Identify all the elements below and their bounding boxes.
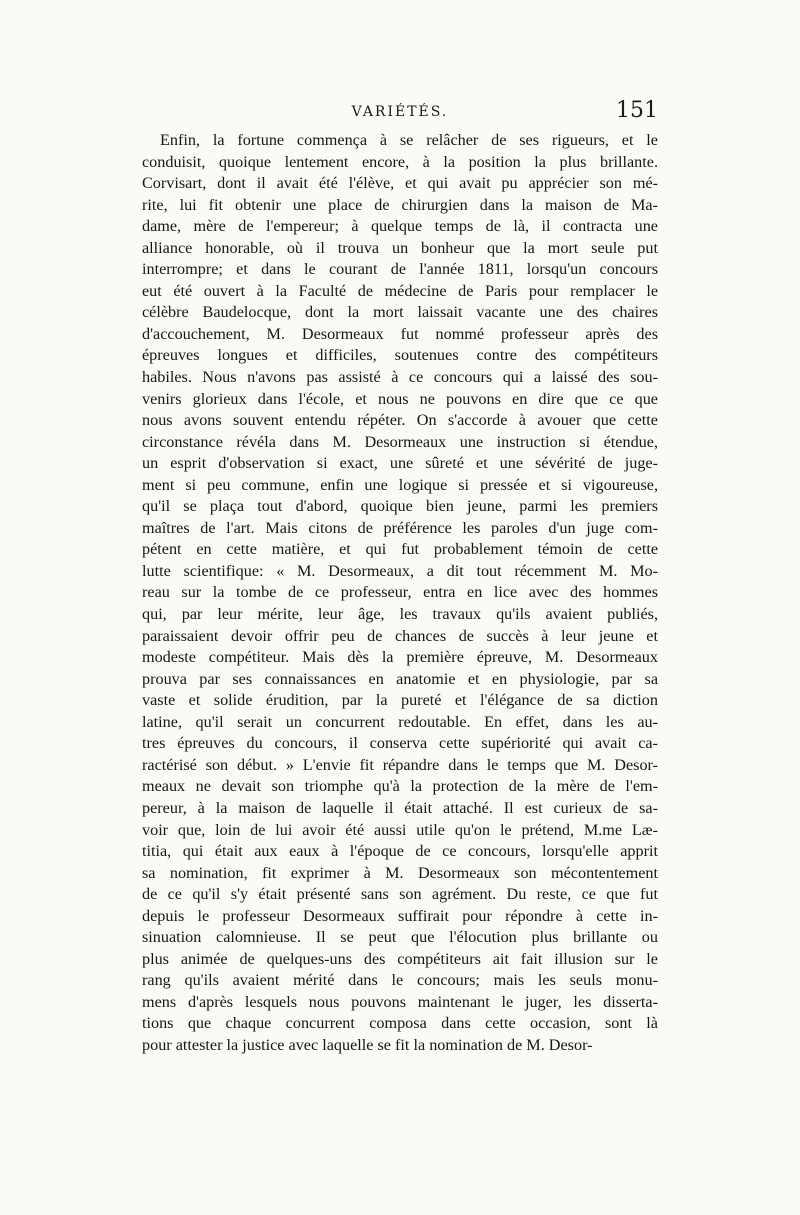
- text-line: alliance honorable, où il trouva un bonheur que la mort seule put: [142, 238, 658, 257]
- text-line: épreuves longues et difficiles, soutenues contre des compétiteurs: [142, 346, 658, 365]
- page-number: 151: [616, 98, 658, 123]
- text-line: pereur, à la maison de laquelle il était attaché. Il est curieux de sa-: [142, 798, 658, 817]
- text-line: lutte scientifique: « M. Desormeaux, a dit tout récemment M. Mo-: [142, 561, 658, 580]
- body-text: [142, 130, 658, 1057]
- text-line: de ce qu'il s'y était présenté sans son agrément. Du reste, ce que fut: [142, 885, 658, 904]
- page-header: [142, 100, 658, 130]
- text-line: sa nomination, fit exprimer à M. Desormeaux son mécontentement: [142, 863, 658, 882]
- text-line: eut été ouvert à la Faculté de médecine de Paris pour remplacer le: [142, 281, 658, 300]
- text-line: conduisit, quoique lentement encore, à la position la plus brillante.: [142, 152, 658, 171]
- text-line: tions que chaque concurrent composa dans cette occasion, sont là: [142, 1014, 658, 1033]
- text-line: rite, lui fit obtenir une place de chirurgien dans la maison de Ma-: [142, 195, 658, 214]
- text-line: tres épreuves du concours, il conserva cette supériorité qui avait ca-: [142, 734, 658, 753]
- text-line: mens d'après lesquels nous pouvons maintenant le juger, les disserta-: [142, 992, 658, 1011]
- text-line: voir que, loin de lui avoir été aussi utile qu'on le prétend, M.me Læ-: [142, 820, 658, 839]
- text-line: nous avons souvent entendu répéter. On s'accorde à avouer que cette: [142, 411, 658, 430]
- text-line: prouva par ses connaissances en anatomie et en physiologie, par sa: [142, 669, 658, 688]
- text-line: vaste et solide érudition, par la pureté et l'élégance de sa diction: [142, 691, 658, 710]
- text-line: venirs glorieux dans l'école, et nous ne pouvons en dire que ce que: [142, 389, 658, 408]
- text-line: maîtres de l'art. Mais citons de préférence les paroles d'un juge com-: [142, 518, 658, 537]
- text-line: Corvisart, dont il avait été l'élève, et qui avait pu apprécier son mé-: [142, 174, 658, 193]
- text-line: un esprit d'observation si exact, une sûreté et une sévérité de juge-: [142, 454, 658, 473]
- text-line: plus animée de quelques-uns des compétiteurs ait fait illusion sur le: [142, 949, 658, 968]
- text-line: reau sur la tombe de ce professeur, entra en lice avec des hommes: [142, 583, 658, 602]
- text-line: titia, qui était aux eaux à l'époque de ce concours, lorsqu'elle apprit: [142, 842, 658, 861]
- text-line: rang qu'ils avaient mérité dans le concours; mais les seuls monu-: [142, 971, 658, 990]
- text-line: Enfin, la fortune commença à se relâcher de ses rigueurs, et le: [160, 131, 658, 149]
- running-title: VARIÉTÉS.: [351, 104, 449, 120]
- text-line: latine, qu'il serait un concurrent redoutable. En effet, dans les au-: [142, 712, 658, 731]
- text-line: meaux ne devait son triomphe qu'à la protection de la mère de l'em-: [142, 777, 658, 796]
- text-line: modeste compétiteur. Mais dès la première épreuve, M. Desormeaux: [142, 648, 658, 667]
- text-line: célèbre Baudelocque, dont la mort laissait vacante une des chaires: [142, 303, 658, 322]
- text-line: habiles. Nous n'avons pas assisté à ce concours qui a laissé des sou-: [142, 368, 658, 387]
- text-line: qui, par leur mérite, leur âge, les travaux qu'ils avaient publiés,: [142, 605, 658, 624]
- text-line: depuis le professeur Desormeaux suffirait pour répondre à cette in-: [142, 906, 658, 925]
- text-line: pour attester la justice avec laquelle se fit la nomination de M. Desor-: [142, 1035, 593, 1054]
- text-line: paraissaient devoir offrir peu de chances de succès à leur jeune et: [142, 626, 658, 645]
- text-line: interrompre; et dans le courant de l'année 1811, lorsqu'un concours: [142, 260, 658, 279]
- text-line: ractérisé son début. » L'envie fit répandre dans le temps que M. Desor-: [142, 755, 658, 774]
- text-line: dame, mère de l'empereur; à quelque temps de là, il contracta une: [142, 217, 658, 236]
- text-line: d'accouchement, M. Desormeaux fut nommé professeur après des: [142, 324, 658, 343]
- text-line: pétent en cette matière, et qui fut probablement témoin de cette: [142, 540, 658, 559]
- text-line: sinuation calomnieuse. Il se peut que l'élocution plus brillante ou: [142, 928, 658, 947]
- text-line: ment si peu commune, enfin une logique si pressée et si vigoureuse,: [142, 475, 658, 494]
- text-line: circonstance révéla dans M. Desormeaux une instruction si étendue,: [142, 432, 658, 451]
- text-line: qu'il se plaça tout d'abord, quoique bien jeune, parmi les premiers: [142, 497, 658, 516]
